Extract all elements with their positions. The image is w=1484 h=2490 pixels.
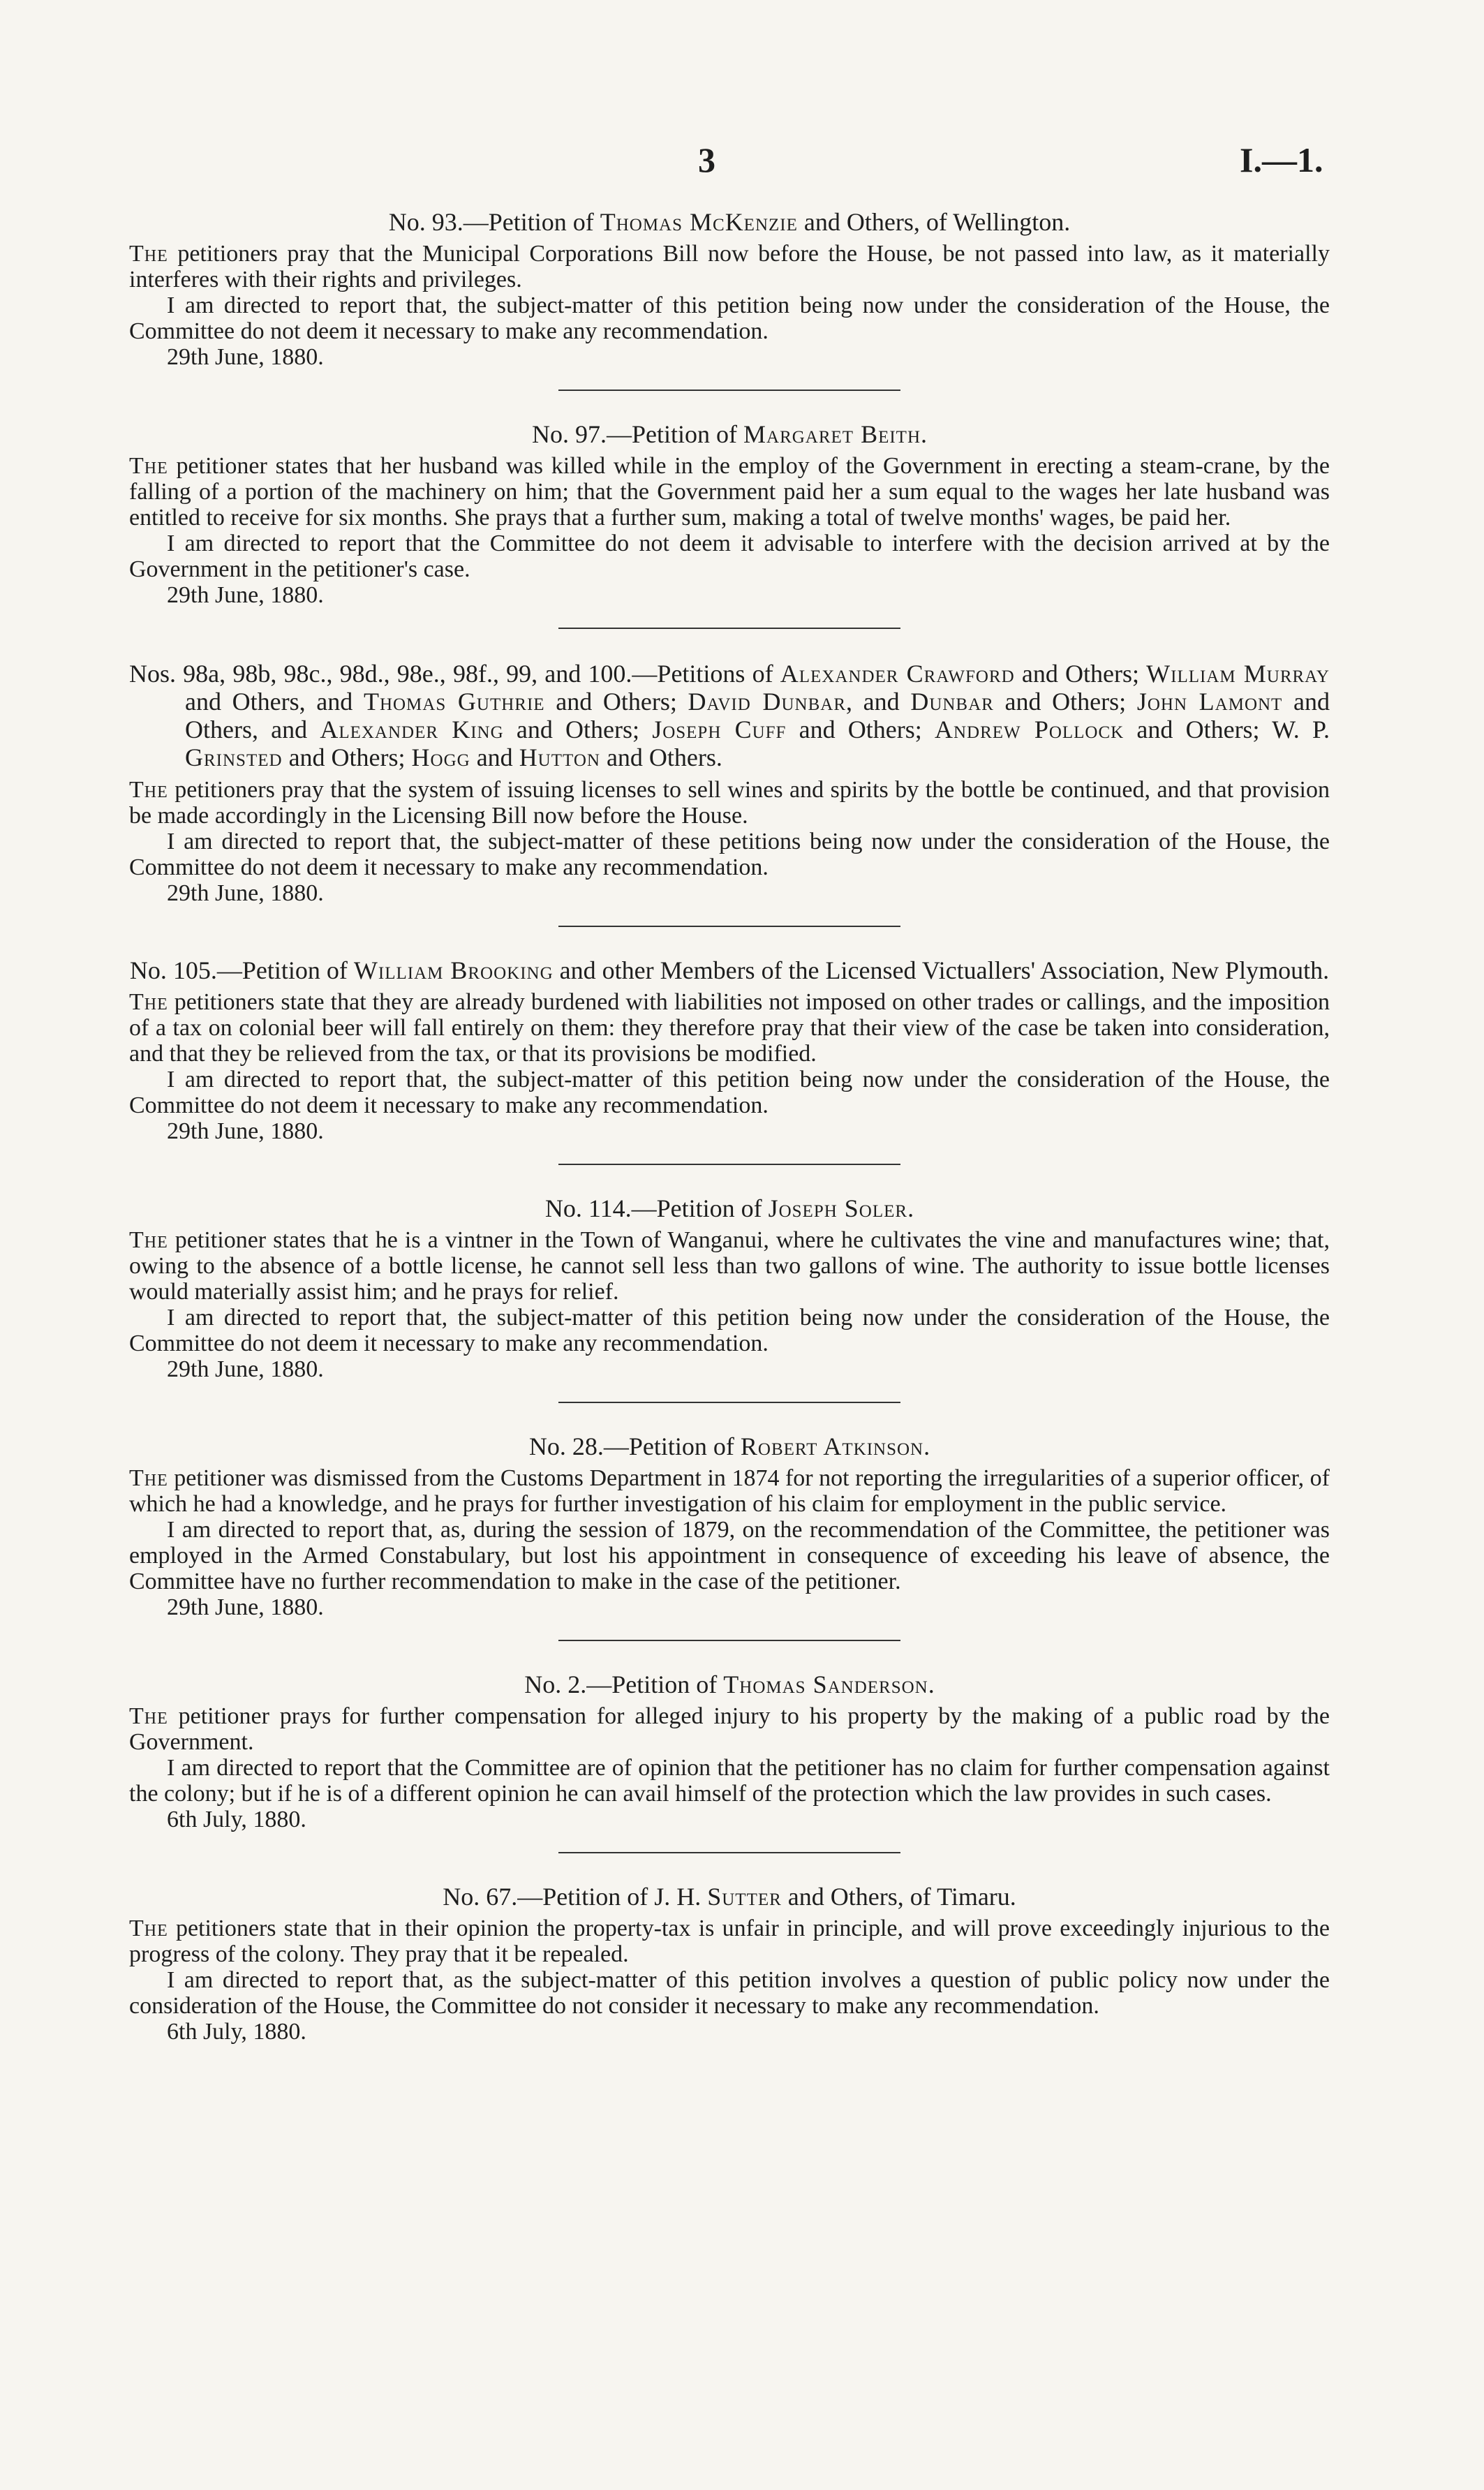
committee-report: I am directed to report that, the subject-matter of this petition being now under the consideration of the House, the Committee do not deem it necessary to make any recommendation. bbox=[129, 1067, 1330, 1118]
petition-entry bbox=[129, 1884, 1330, 2045]
committee-report: I am directed to report that, the subject-matter of this petition being now under the consideration of the House, the Committee do not deem it necessary to make any recommendation. bbox=[129, 1305, 1330, 1356]
petition-heading: No. 114.—Petition of Joseph Soler. bbox=[544, 1194, 914, 1222]
petition-entry bbox=[129, 209, 1330, 391]
petition-body: The petitioner states that her husband was killed while in the employ of the Government in erecting a steam-crane, by the falling of a portion of the machinery on him; that the Government paid her a sum equal to the wages her late husband was entitled to receive for six months. She prays that a further sum, making a total of twelve months' wages, be paid her. bbox=[129, 453, 1330, 531]
committee-report: I am directed to report that the Committee do not deem it advisable to interfere with the decision arrived at by the Government in the petitioner's case. bbox=[129, 531, 1330, 582]
page-number: 3 bbox=[698, 140, 715, 179]
committee-report: I am directed to report that, the subject-matter of these petitions being now under the consideration of the House, the Committee do not deem it necessary to make any recommendation. bbox=[129, 829, 1330, 880]
report-date: 6th July, 1880. bbox=[167, 1807, 306, 1832]
section-divider bbox=[558, 1852, 900, 1853]
petition-heading: Nos. 98a, 98b, 98c., 98d., 98e., 98f., 99, and 100.—Petitions of Alexander Crawford and Others; William Murray and Others, and Thomas Guthrie and Others; David Dunbar, and Dunbar and Others; John Lamont and Others, and Alexander King and Others; Joseph Cuff and Others; Andrew Pollock and Others; W. P. Grinsted and Others; Hogg and Hutton and Others. bbox=[129, 660, 1330, 771]
petition-body: The petitioner was dismissed from the Customs Department in 1874 for not reporting the irregularities of a superior officer, of which he had a knowledge, and he prays for further investigation of his claim for employment in the public service. bbox=[129, 1465, 1330, 1517]
section-divider bbox=[558, 628, 900, 629]
committee-report: I am directed to report that, as the subject-matter of this petition involves a question of public policy now under the consideration of the House, the Committee do not consider it necessary to make any recommendation. bbox=[129, 1967, 1330, 2019]
page-reference: I.—1. bbox=[1240, 140, 1323, 179]
report-date: 29th June, 1880. bbox=[167, 880, 324, 906]
petition-entry bbox=[129, 660, 1330, 927]
report-date: 6th July, 1880. bbox=[167, 2019, 306, 2045]
petition-heading: No. 105.—Petition of William Brooking and other Members of the Licensed Victuallers' Association, New Plymouth. bbox=[129, 956, 1330, 984]
petition-heading: No. 93.—Petition of Thomas McKenzie and Others, of Wellington. bbox=[388, 208, 1071, 236]
section-divider bbox=[558, 926, 900, 927]
petition-heading: No. 67.—Petition of J. H. Sutter and Others, of Timaru. bbox=[443, 1883, 1016, 1911]
report-date: 29th June, 1880. bbox=[167, 1118, 324, 1144]
petition-entry bbox=[129, 1672, 1330, 1853]
petition-body: The petitioner states that he is a vintner in the Town of Wanganui, where he cultivates the vine and manufactures wine; that, owing to the absence of a bottle license, he cannot sell less than two gallons of wine. The authority to issue bottle licenses would materially assist him; and he prays for relief. bbox=[129, 1227, 1330, 1305]
petition-entry bbox=[129, 958, 1330, 1165]
section-divider bbox=[558, 390, 900, 391]
report-date: 29th June, 1880. bbox=[167, 344, 324, 370]
petition-heading: No. 2.—Petition of Thomas Sanderson. bbox=[524, 1670, 935, 1698]
petition-entry bbox=[129, 422, 1330, 629]
petition-heading: No. 97.—Petition of Margaret Beith. bbox=[532, 420, 927, 448]
section-divider bbox=[558, 1402, 900, 1403]
report-date: 29th June, 1880. bbox=[167, 1356, 324, 1382]
committee-report: I am directed to report that, the subject-matter of this petition being now under the consideration of the House, the Committee do not deem it necessary to make any recommendation. bbox=[129, 292, 1330, 344]
report-date: 29th June, 1880. bbox=[167, 1594, 324, 1620]
petition-body: The petitioner prays for further compensation for alleged injury to his property by the making of a public road by the Government. bbox=[129, 1703, 1330, 1755]
committee-report: I am directed to report that, as, during the session of 1879, on the recommendation of the Committee, the petitioner was employed in the Armed Constabulary, but lost his appointment in consequence of exceeding his leave of absence, the Committee have no further recommendation to make in the case of the petitioner. bbox=[129, 1517, 1330, 1594]
petition-entry bbox=[129, 1196, 1330, 1403]
petition-heading: No. 28.—Petition of Robert Atkinson. bbox=[528, 1432, 930, 1460]
section-divider bbox=[558, 1640, 900, 1641]
report-date: 29th June, 1880. bbox=[167, 582, 324, 608]
petition-body: The petitioners pray that the Municipal Corporations Bill now before the House, be not passed into law, as it materially interferes with their rights and privileges. bbox=[129, 241, 1330, 292]
petition-body: The petitioners state that they are already burdened with liabilities not imposed on other trades or callings, and the imposition of a tax on colonial beer will fall entirely on them: they therefore pray that their view of the case be taken into consideration, and that they be relieved from the tax, or that its provisions be modified. bbox=[129, 989, 1330, 1067]
committee-report: I am directed to report that the Committee are of opinion that the petitioner has no claim for further compensation against the colony; but if he is of a different opinion he can avail himself of the protection which the law provides in such cases. bbox=[129, 1755, 1330, 1807]
section-divider bbox=[558, 1164, 900, 1165]
petition-body: The petitioners pray that the system of issuing licenses to sell wines and spirits by the bottle be continued, and that provision be made accordingly in the Licensing Bill now before the House. bbox=[129, 777, 1330, 829]
petition-entry bbox=[129, 1434, 1330, 1641]
petitions-list bbox=[129, 209, 1330, 2045]
petition-body: The petitioners state that in their opinion the property-tax is unfair in principle, and will prove exceedingly injurious to the progress of the colony. They pray that it be repealed. bbox=[129, 1915, 1330, 1967]
